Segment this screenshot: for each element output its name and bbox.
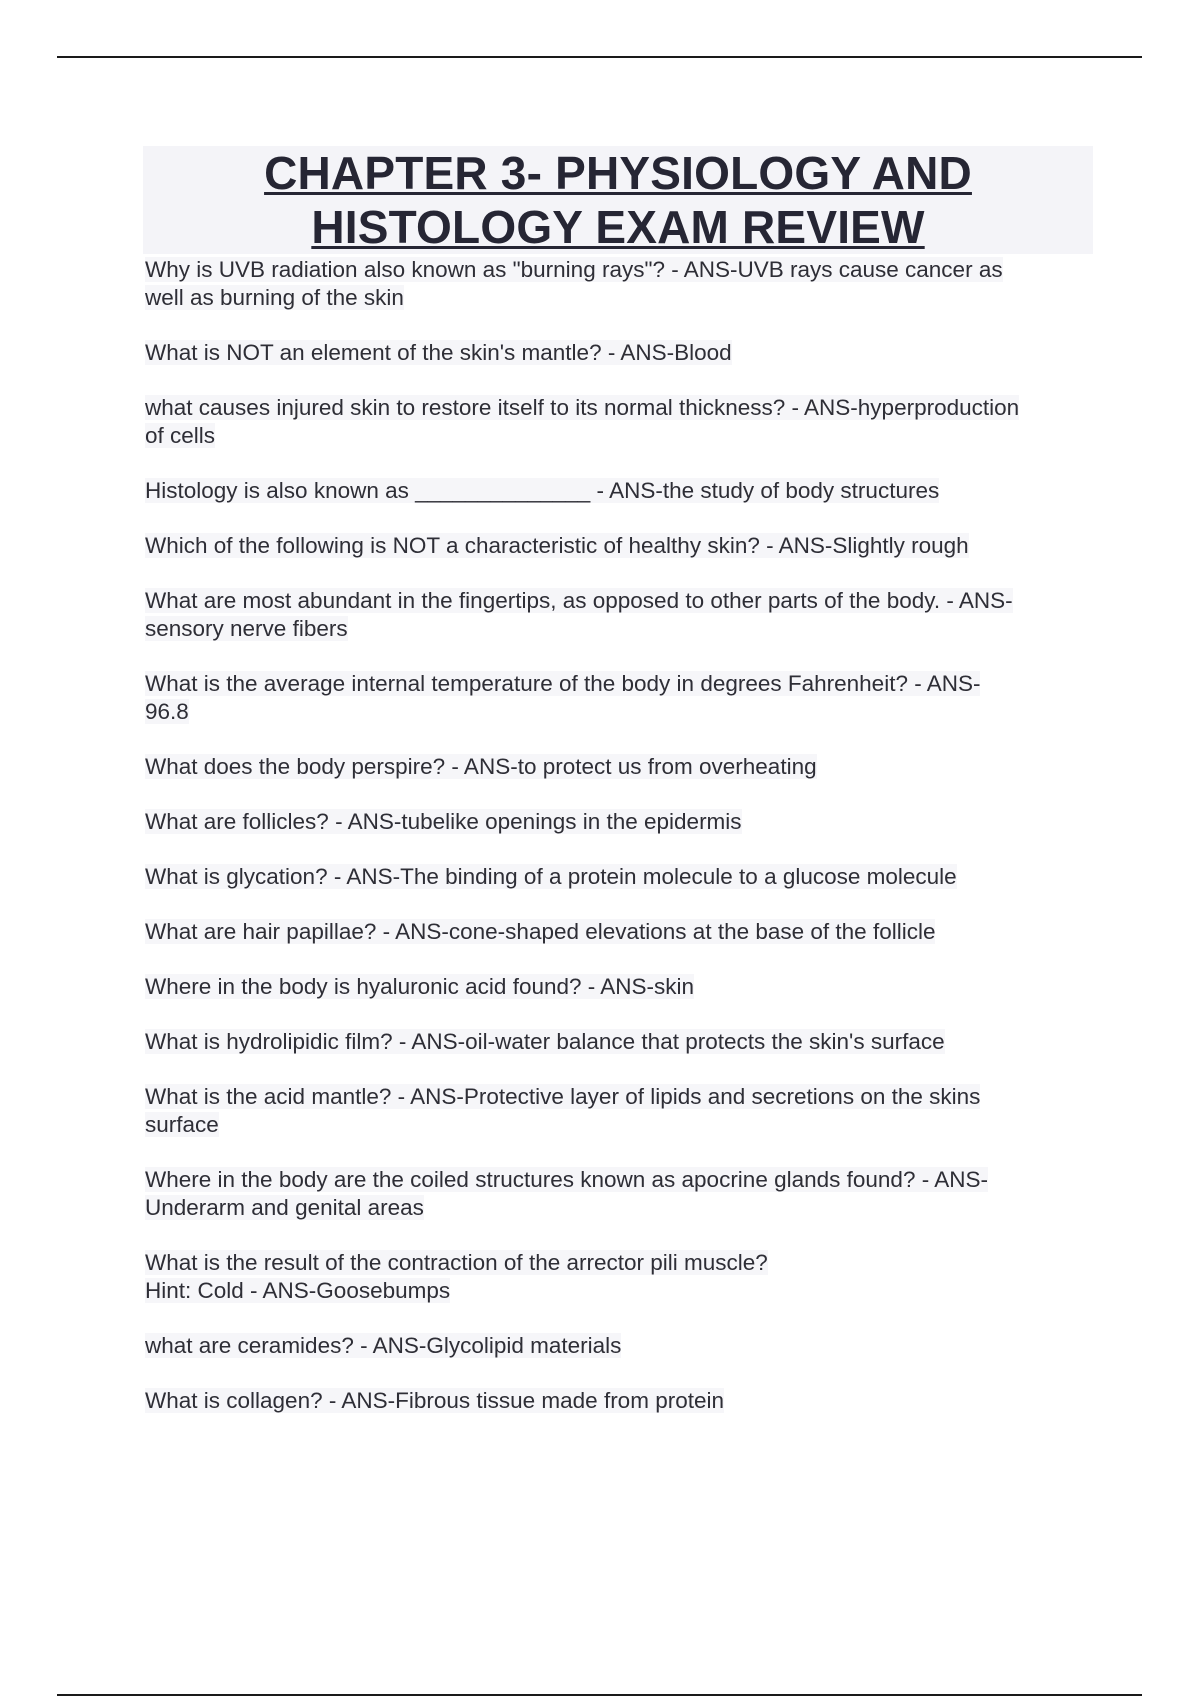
qa-text: Where in the body are the coiled structures known as apocrine glands found? - ANS- Underarm and genital areas bbox=[145, 1167, 988, 1220]
qa-text: Why is UVB radiation also known as "burning rays"? - ANS-UVB rays cause cancer as well as burning of the skin bbox=[145, 257, 1003, 310]
qa-item bbox=[145, 1166, 1095, 1222]
qa-list bbox=[145, 256, 1095, 1442]
title-line-2-text: HISTOLOGY EXAM REVIEW bbox=[311, 201, 925, 253]
qa-item bbox=[145, 256, 1095, 312]
title-line-2 bbox=[143, 200, 1093, 254]
qa-text: What are follicles? - ANS-tubelike openings in the epidermis bbox=[145, 809, 742, 834]
qa-text: Where in the body is hyaluronic acid found? - ANS-skin bbox=[145, 974, 695, 999]
qa-text: what causes injured skin to restore itself to its normal thickness? - ANS-hyperproduction of cells bbox=[145, 395, 1020, 448]
qa-text: What are hair papillae? - ANS-cone-shaped elevations at the base of the follicle bbox=[145, 919, 936, 944]
qa-text: What is collagen? - ANS-Fibrous tissue made from protein bbox=[145, 1388, 724, 1413]
qa-text: What does the body perspire? - ANS-to protect us from overheating bbox=[145, 754, 817, 779]
qa-item bbox=[145, 670, 1095, 726]
qa-item bbox=[145, 532, 1095, 560]
qa-item bbox=[145, 1249, 1095, 1305]
document-title bbox=[143, 146, 1093, 254]
qa-text: Which of the following is NOT a characteristic of healthy skin? - ANS-Slightly rough bbox=[145, 533, 969, 558]
qa-item bbox=[145, 1028, 1095, 1056]
qa-text: What is glycation? - ANS-The binding of a protein molecule to a glucose molecule bbox=[145, 864, 957, 889]
qa-item bbox=[145, 753, 1095, 781]
qa-text: What is the average internal temperature of the body in degrees Fahrenheit? - ANS- 96.8 bbox=[145, 671, 981, 724]
qa-text: What is hydrolipidic film? - ANS-oil-water balance that protects the skin's surface bbox=[145, 1029, 945, 1054]
qa-item bbox=[145, 477, 1095, 505]
qa-text: What is the result of the contraction of the arrector pili muscle? Hint: Cold - ANS-Goosebumps bbox=[145, 1250, 768, 1303]
title-line-1-text: CHAPTER 3- PHYSIOLOGY AND bbox=[264, 147, 972, 199]
qa-text: what are ceramides? - ANS-Glycolipid materials bbox=[145, 1333, 622, 1358]
qa-item bbox=[145, 339, 1095, 367]
qa-text: What is the acid mantle? - ANS-Protective layer of lipids and secretions on the skins surface bbox=[145, 1084, 981, 1137]
qa-text: What are most abundant in the fingertips, as opposed to other parts of the body. - ANS- sensory nerve fibers bbox=[145, 588, 1013, 641]
top-rule bbox=[57, 56, 1142, 58]
qa-item bbox=[145, 1387, 1095, 1415]
qa-item bbox=[145, 863, 1095, 891]
qa-item bbox=[145, 918, 1095, 946]
qa-item bbox=[145, 973, 1095, 1001]
title-line-1 bbox=[143, 146, 1093, 200]
qa-text: Histology is also known as ______________ - ANS-the study of body structures bbox=[145, 478, 940, 503]
qa-item bbox=[145, 587, 1095, 643]
qa-item bbox=[145, 808, 1095, 836]
qa-item bbox=[145, 1083, 1095, 1139]
qa-item bbox=[145, 394, 1095, 450]
qa-text: What is NOT an element of the skin's mantle? - ANS-Blood bbox=[145, 340, 732, 365]
qa-item bbox=[145, 1332, 1095, 1360]
bottom-rule bbox=[57, 1694, 1142, 1696]
